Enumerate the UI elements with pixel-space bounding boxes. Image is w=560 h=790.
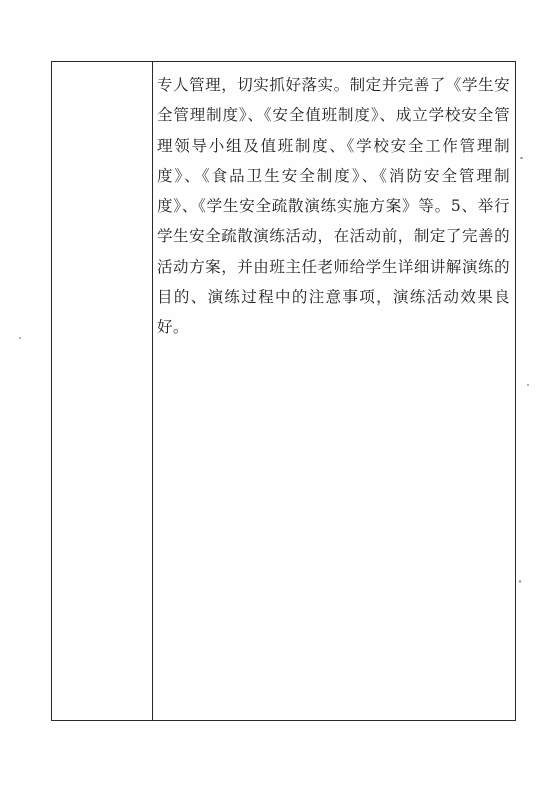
table-content-cell	[153, 62, 515, 720]
scan-speck	[19, 337, 21, 339]
scan-speck	[520, 157, 523, 159]
form-table	[51, 61, 516, 721]
body-paragraph: 专人管理，切实抓好落实。制定并完善了《学生安全管理制度》、《安全值班制度》、成立学校安全管理领导小组及值班制度、《学校安全工作管理制度》、《食品卫生安全制度》、《消防安全管理制度》、《学生安全疏散演练实施方案》等。5、举行学生安全疏散演练活动，在活动前，制定了完善的活动方案，并由班主任老师给学生详细讲解演练的目的、演练过程中的注意事项，演练活动效果良好。	[157, 76, 510, 337]
scan-speck	[519, 580, 521, 583]
scan-speck	[527, 384, 529, 386]
table-label-cell	[52, 62, 153, 720]
